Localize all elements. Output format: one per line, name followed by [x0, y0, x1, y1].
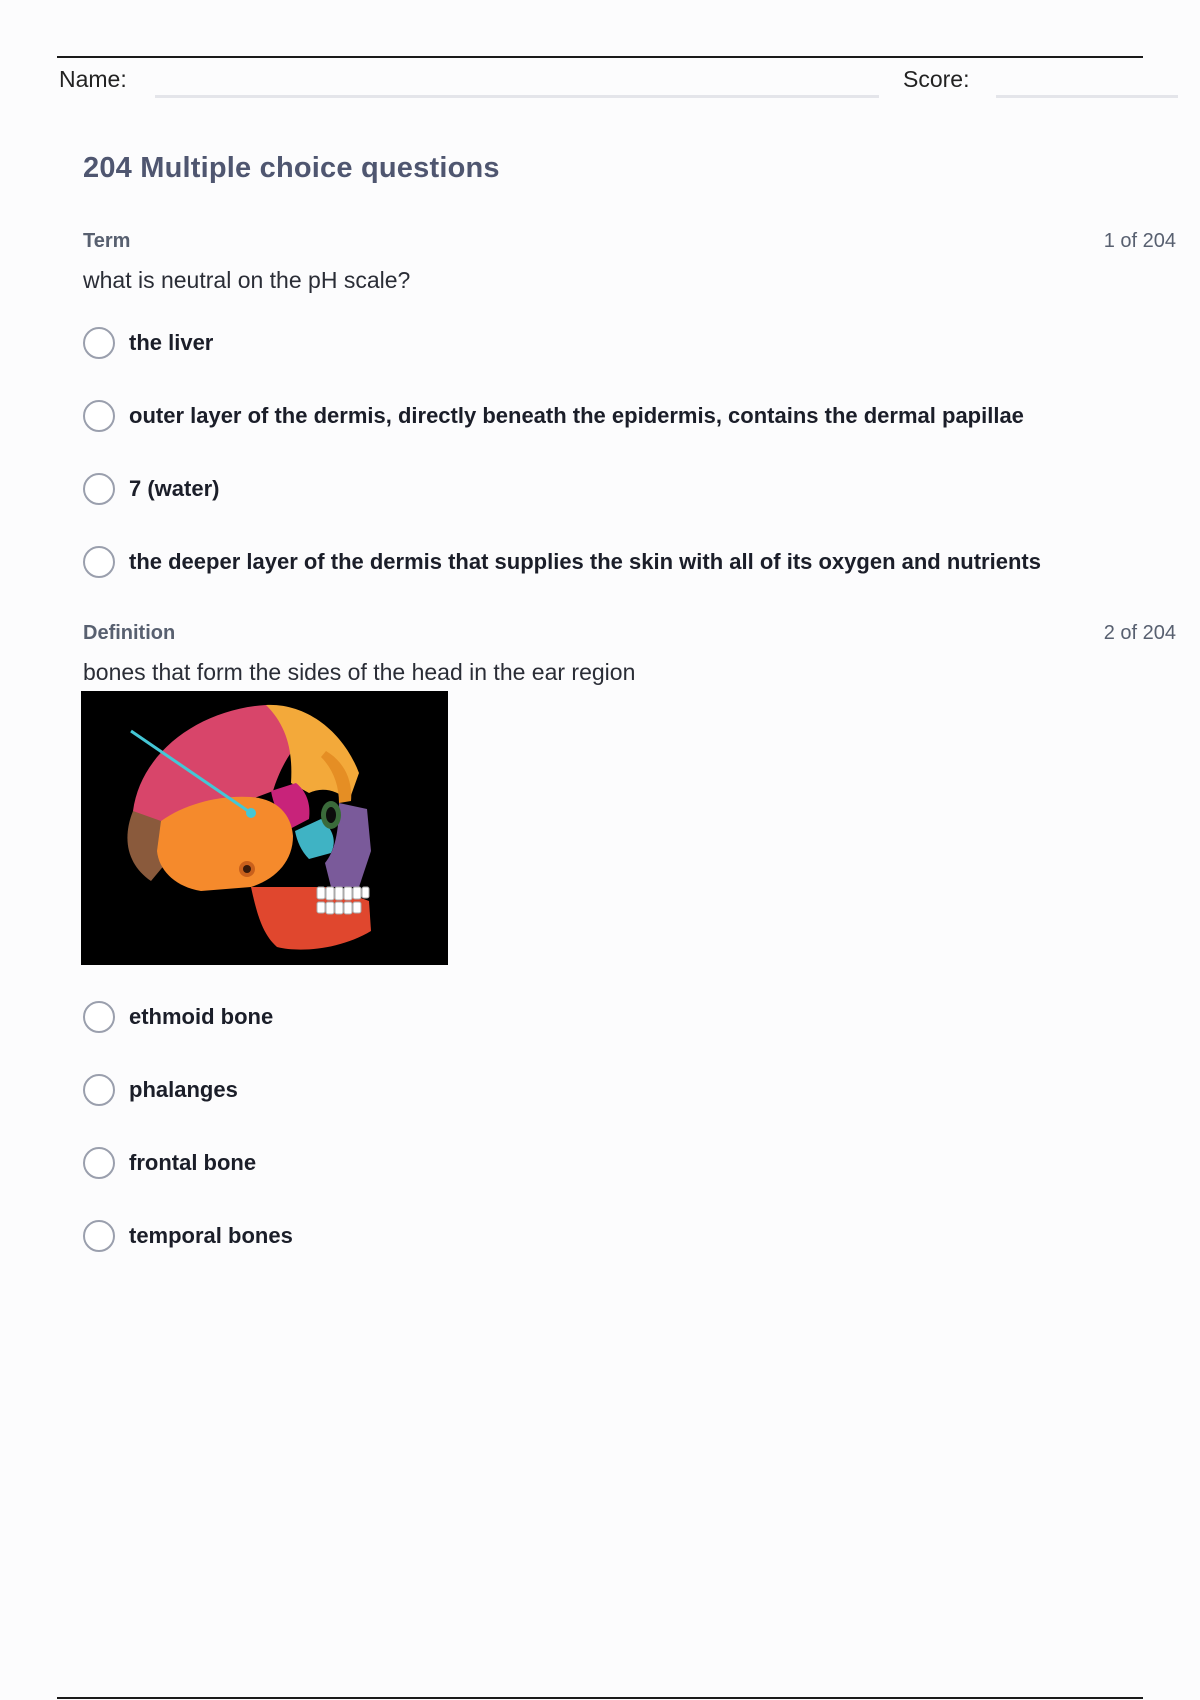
question-prompt: bones that form the sides of the head in the ear region [83, 659, 636, 685]
question-counter: 1 of 204 [1103, 230, 1176, 252]
radio-button[interactable] [83, 1074, 115, 1106]
page-title: 204 Multiple choice questions [83, 152, 500, 184]
answer-option[interactable] [83, 397, 1024, 435]
answer-option[interactable] [83, 1217, 293, 1255]
radio-button[interactable] [83, 1147, 115, 1179]
answer-option-label: phalanges [129, 1077, 238, 1102]
radio-button[interactable] [83, 473, 115, 505]
answer-option-label: the liver [129, 330, 214, 355]
radio-button[interactable] [83, 1001, 115, 1033]
name-field[interactable] [155, 95, 879, 98]
answer-option[interactable] [83, 470, 219, 508]
answer-option-label: frontal bone [129, 1150, 257, 1175]
radio-button[interactable] [83, 400, 115, 432]
answer-option[interactable] [83, 543, 1041, 581]
answer-option[interactable] [83, 1144, 256, 1182]
answer-option[interactable] [83, 324, 213, 362]
answer-option-label: 7 (water) [129, 476, 220, 501]
skull-diagram-image [81, 691, 448, 965]
answer-option[interactable] [83, 998, 273, 1036]
answer-option[interactable] [83, 1071, 238, 1109]
score-field[interactable] [996, 95, 1178, 98]
top-divider [57, 56, 1143, 58]
answer-option-label: ethmoid bone [129, 1004, 274, 1029]
bottom-divider [57, 1697, 1143, 1699]
radio-button[interactable] [83, 327, 115, 359]
question-counter: 2 of 204 [1103, 622, 1176, 644]
question-type-label: Term [83, 230, 131, 252]
answer-option-label: temporal bones [129, 1223, 293, 1248]
question-prompt: what is neutral on the pH scale? [83, 267, 411, 293]
score-label: Score: [903, 66, 970, 92]
radio-button[interactable] [83, 1220, 115, 1252]
question-type-label: Definition [83, 622, 176, 644]
radio-button[interactable] [83, 546, 115, 578]
answer-option-label: the deeper layer of the dermis that supplies the skin with all of its oxygen and nutrients [129, 549, 1041, 574]
answer-option-label: outer layer of the dermis, directly beneath the epidermis, contains the dermal papillae [129, 403, 1024, 428]
name-label: Name: [59, 66, 127, 92]
